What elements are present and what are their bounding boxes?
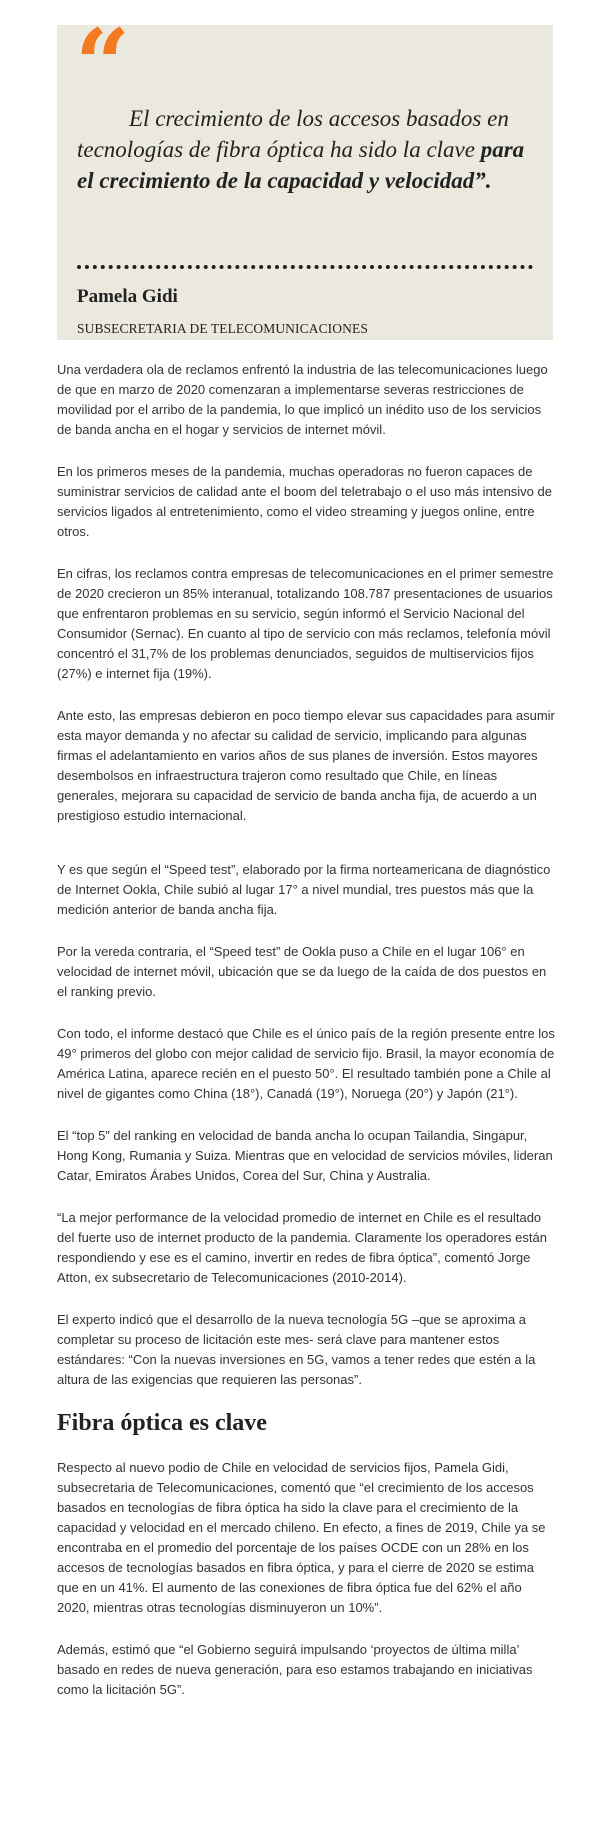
paragraph: Respecto al nuevo podio de Chile en velocidad de servicios fijos, Pamela Gidi, subsecretaria de Telecomunicaciones, comentó que “el crecimiento de los accesos basados en tecnologías de fibra óptica ha sido la clave para el crecimiento de la capacidad y velocidad en el mercado chileno. En efecto, a fines de 2019, Chile ya se encontraba en el promedio del porcentaje de los países OCDE con un 28% en los accesos de tecnologías basados en fibra óptica, y para el cierre de 2020 se estima que en un 41%. El aumento de las conexiones de fibra óptica fue del 62% el año 2020, mientras otras tecnologías disminuyeron un 10%”. — [57, 1460, 546, 1615]
paragraph: Y es que según el “Speed test”, elaborado por la firma norteamericana de diagnóstico de Internet Ookla, Chile subió al lugar 17° a nivel mundial, tres puestos más que la medición anterior de banda ancha fija. — [57, 862, 551, 917]
section-subheading: Fibra óptica es clave — [57, 1410, 267, 1436]
quote-author: Pamela Gidi — [77, 286, 178, 307]
paragraph: Una verdadera ola de reclamos enfrentó la industria de las telecomunicaciones luego de que en marzo de 2020 comenzaran a implementarse severas restricciones de movilidad por el arribo de la pandemia, lo que implicó un inédito uso de los servicios de banda ancha en el hogar y servicios de internet móvil. — [57, 362, 548, 437]
pull-quote-emphasis: para el crecimiento de la capacidad y velocidad”. — [77, 137, 525, 193]
dotted-divider — [77, 265, 533, 269]
paragraph: El experto indicó que el desarrollo de la nueva tecnología 5G –que se aproxima a completar su proceso de licitación este mes- será clave para mantener estos estándares: “Con la nuevas inversiones en 5G, vamos a tener redes que estén a la altura de las exigencias que requieren las personas”. — [57, 1312, 536, 1387]
paragraph: En cifras, los reclamos contra empresas de telecomunicaciones en el primer semestre de 2020 crecieron un 85% interanual, totalizando 108.787 presentaciones de usuarios que enfrentaron problemas en su servicio, según informó el Servicio Nacional del Consumidor (Sernac). En cuanto al tipo de servicio con más reclamos, telefonía móvil concentró el 31,7% de los problemas denunciados, seguidos de multiservicios fijos (27%) e internet fija (19%). — [57, 566, 554, 681]
pull-quote-box — [57, 8, 553, 340]
paragraph: Por la vereda contraria, el “Speed test” de Ookla puso a Chile en el lugar 106° en velocidad de internet móvil, ubicación que se da luego de la caída de dos puestos en el ranking previo. — [57, 944, 547, 999]
quote-mark-icon: “ — [75, 8, 131, 121]
paragraph: Además, estimó que “el Gobierno seguirá impulsando ‘proyectos de última milla’ basado en redes de nueva generación, para eso estamos trabajando en iniciativas como la licitación 5G”. — [57, 1642, 533, 1697]
paragraph: El “top 5” del ranking en velocidad de banda ancha lo ocupan Tailandia, Singapur, Hong Kong, Rumania y Suiza. Mientras que en velocidad de servicios móviles, lideran Catar, Emiratos Árabes Unidos, Corea del Sur, China y Australia. — [57, 1128, 553, 1183]
quote-author-role: SUBSECRETARIA DE TELECOMUNICACIONES — [77, 321, 368, 336]
paragraph: Con todo, el informe destacó que Chile es el único país de la región presente entre los 49° primeros del globo con mejor calidad de servicio fijo. Brasil, la mayor economía de América Latina, aparece recién en el puesto 50°. El resultado también pone a Chile al nivel de gigantes como China (18°), Canadá (19°), Noruega (20°) y Japón (21°). — [57, 1026, 555, 1101]
article-body — [57, 360, 555, 1722]
pull-quote-text — [77, 103, 537, 196]
paragraph: En los primeros meses de la pandemia, muchas operadoras no fueron capaces de suministrar servicios de calidad ante el boom del teletrabajo o el uso más intensivo de servicios ligados al entretenimiento, como el video streaming y juegos online, entre otros. — [57, 464, 552, 539]
paragraph: “La mejor performance de la velocidad promedio de internet en Chile es el resultado del fuerte uso de internet producto de la pandemia. Claramente los operadores están respondiendo y ese es el camino, invertir en redes de fibra óptica”, comentó Jorge Atton, ex subsecretario de Telecomunicaciones (2010-2014). — [57, 1210, 547, 1285]
paragraph: Ante esto, las empresas debieron en poco tiempo elevar sus capacidades para asumir esta mayor demanda y no afectar su calidad de servicio, implicando para algunas firmas el adelantamiento en varios años de sus planes de inversión. Estos mayores desembolsos en infraestructura trajeron como resultado que Chile, en líneas generales, mejorara su capacidad de servicio de banda ancha fija, de acuerdo a un prestigioso estudio internacional. — [57, 708, 555, 823]
pull-quote-intro: El crecimiento de los accesos basados en tecnologías de fibra óptica ha sido la clave — [77, 106, 509, 162]
